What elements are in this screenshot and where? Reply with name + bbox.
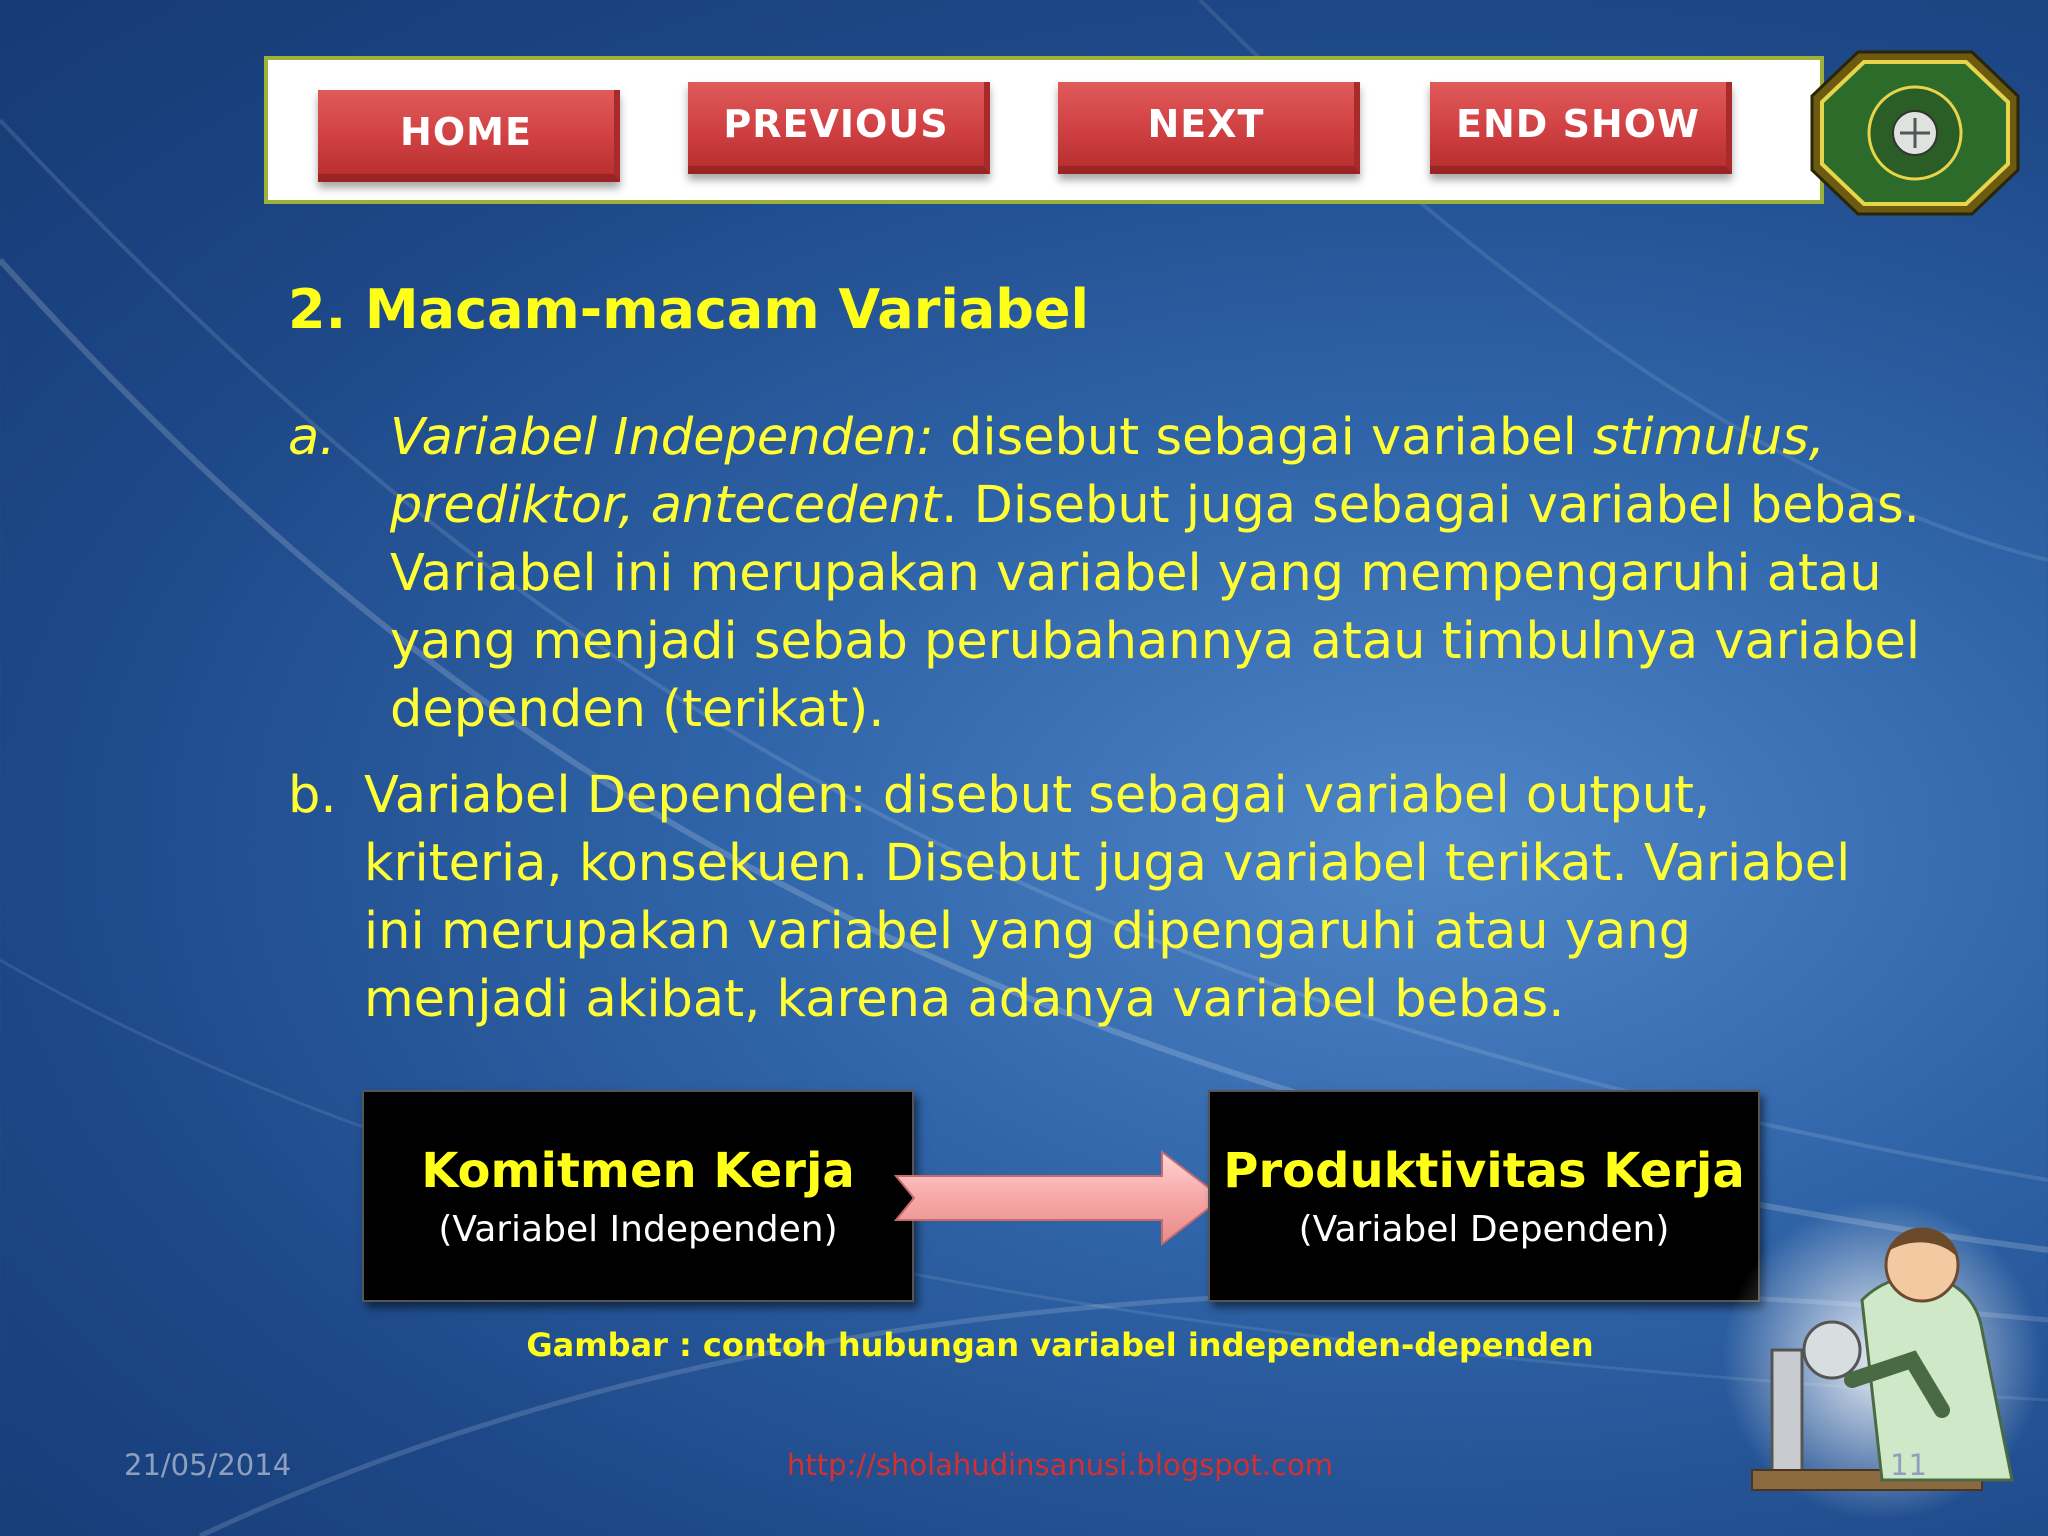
independent-variable-box [362,1090,914,1302]
item-a-text-1: disebut sebagai variabel [933,408,1593,467]
end-show-button[interactable]: END SHOW [1430,82,1732,174]
navigation-bar [264,56,1824,204]
university-seal-icon [1808,48,2022,218]
list-marker-a: a. [288,408,336,467]
footer-url-link[interactable]: http://sholahudinsanusi.blogspot.com [787,1448,1333,1482]
list-item-b: Variabel Dependen: disebut sebagai variabel output, kriteria, konsekuen. Disebut juga variabel terikat. Variabel ini merupakan variabel yang dipengaruhi atau yang menjadi akibat, karena adanya variabel bebas. [364,766,1851,1029]
dependent-box-title: Produktivitas Kerja [1223,1142,1745,1199]
item-a-text-2: . Disebut juga sebagai variabel bebas. Variabel ini merupakan variabel yang mempengaruhi atau yang menjadi sebab perubahannya atau timbulnya variabel dependen (terikat). [390,476,1921,739]
right-arrow-icon [892,1148,1228,1248]
list-item-a [390,404,1930,744]
home-button[interactable]: HOME [318,90,620,182]
figure-caption: Gambar : contoh hubungan variabel independen-dependen [526,1326,1594,1364]
independent-box-subtitle: (Variabel Independen) [438,1208,838,1250]
dependent-variable-box [1208,1090,1760,1302]
footer-date: 21/05/2014 [124,1448,292,1482]
next-button[interactable]: NEXT [1058,82,1360,174]
term-synonyms: stimulus, prediktor, antecedent [390,408,1825,535]
slide-title: 2. Macam-macam Variabel [288,278,1090,341]
list-marker-b: b. [288,766,337,825]
previous-button[interactable]: PREVIOUS [688,82,990,174]
independent-box-title: Komitmen Kerja [421,1142,855,1199]
slide-number: 11 [1890,1448,1927,1482]
dependent-box-subtitle: (Variabel Dependen) [1298,1208,1670,1250]
term-independent: Variabel Independen: [390,408,934,467]
